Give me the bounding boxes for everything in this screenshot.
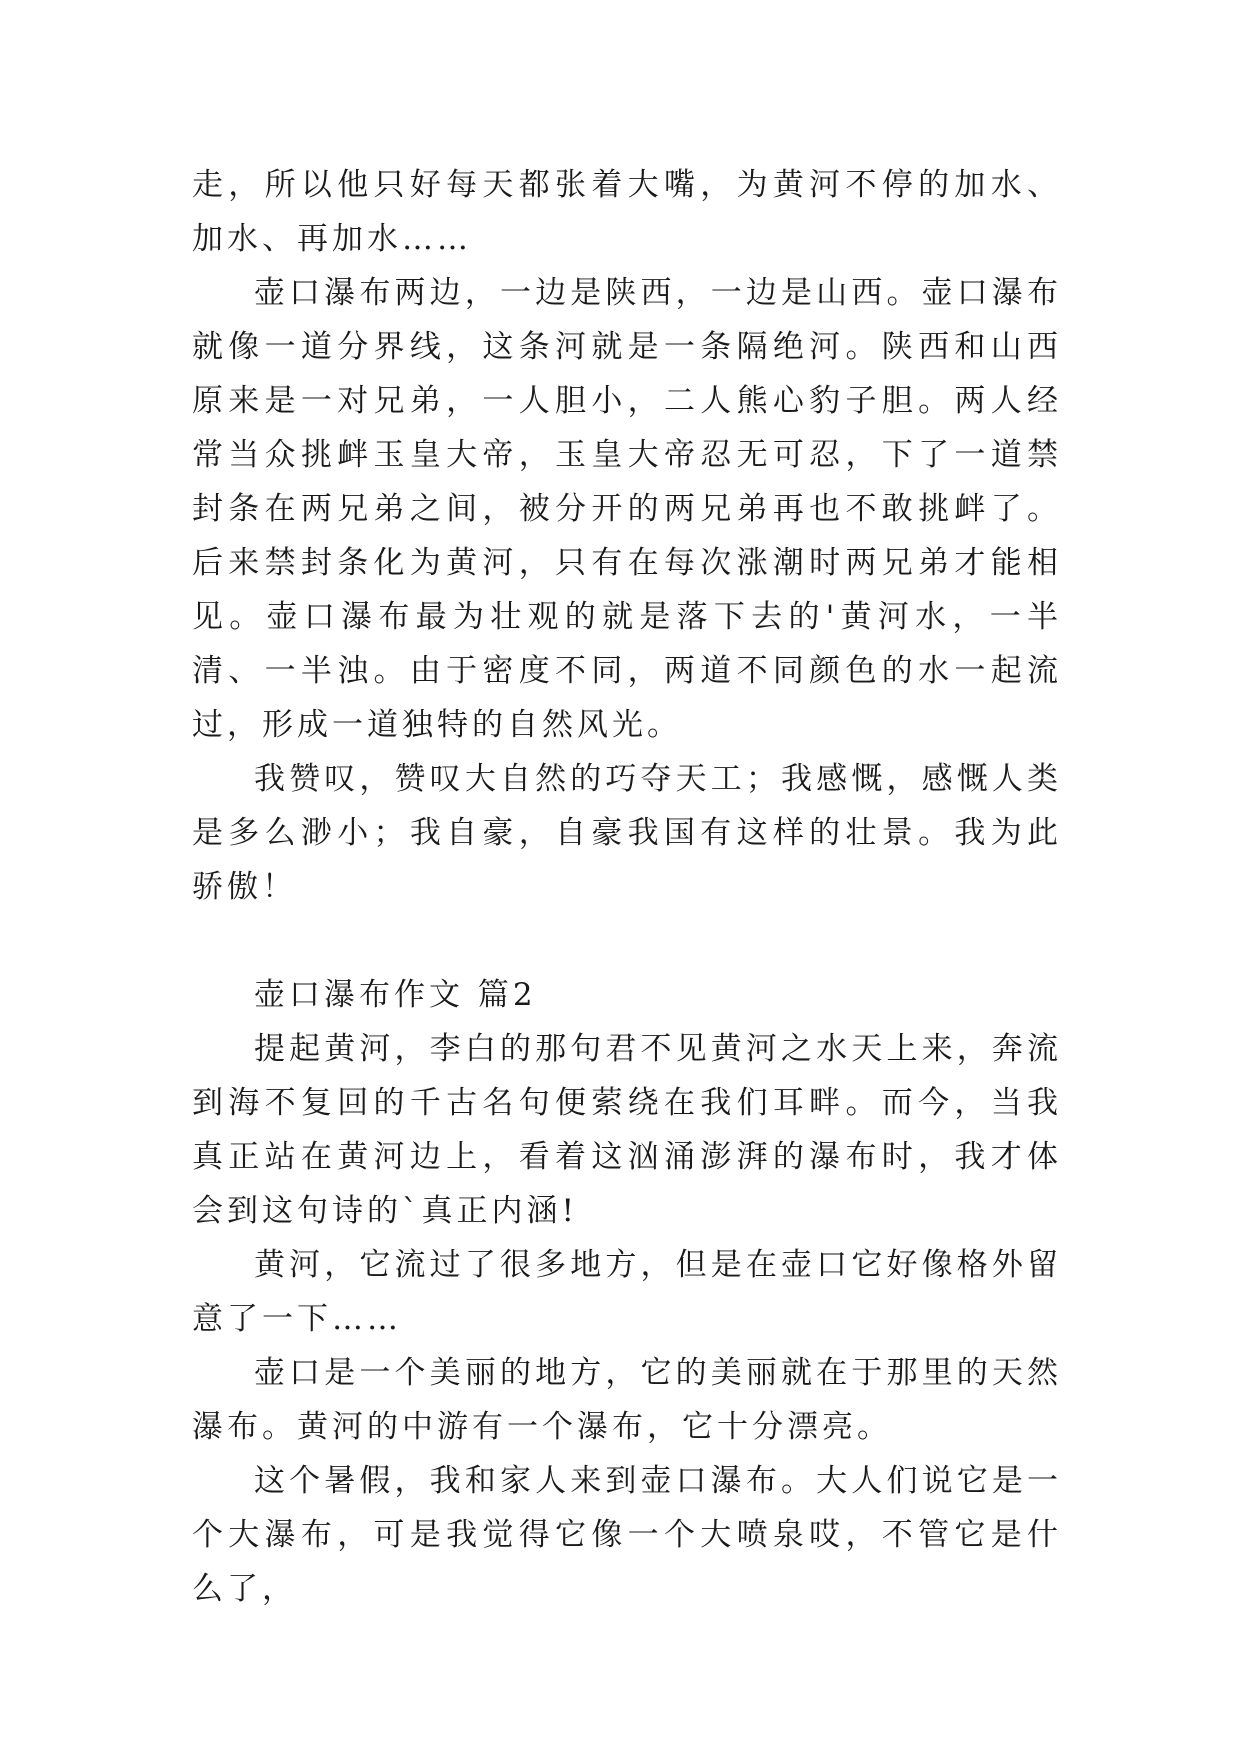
paragraph-continuation: 走，所以他只好每天都张着大嘴，为黄河不停的加水、加水、再加水……: [192, 167, 1062, 257]
paragraph-libai-poem: 提起黄河，李白的那句君不见黄河之水天上来，奔流到海不复回的千古名句便萦绕在我们耳畔。而今，当我真正站在黄河边上，看着这汹涌澎湃的瀑布时，我才体会到这句诗的`真正内涵!: [192, 1031, 1062, 1229]
paragraph-shaanxi-shanxi: 壶口瀑布两边，一边是陕西，一边是山西。壶口瀑布就像一道分界线，这条河就是一条隔绝河。陕西和山西原来是一对兄弟，一人胆小，二人熊心豹子胆。两人经常当众挑衅玉皇大帝，玉皇大帝忍无可忍，下了一道禁封条在两兄弟之间，被分开的两兄弟再也不敢挑衅了。后来禁封条化为黄河，只有在每次涨潮时两兄弟才能相见。壶口瀑布最为壮观的就是落下去的'黄河水，一半清、一半浊。由于密度不同，两道不同颜色的水一起流过，形成一道独特的自然风光。: [192, 275, 1062, 743]
section-spacer: [192, 914, 1062, 968]
paragraph-summer-trip: 这个暑假，我和家人来到壶口瀑布。大人们说它是一个大瀑布，可是我觉得它像一个大喷泉哎，不管它是什么了，: [192, 1463, 1062, 1607]
paragraph-hukou-beauty: 壶口是一个美丽的地方，它的美丽就在于那里的天然瀑布。黄河的中游有一个瀑布，它十分漂亮。: [192, 1355, 1062, 1445]
paragraph-yellow-river: 黄河，它流过了很多地方，但是在壶口它好像格外留意了一下……: [192, 1247, 1062, 1337]
section-title: 壶口瀑布作文 篇2: [254, 977, 537, 1013]
paragraph-admiration: 我赞叹，赞叹大自然的巧夺天工；我感慨，感慨人类是多么渺小；我自豪，自豪我国有这样的壮景。我为此骄傲！: [192, 761, 1062, 905]
document-body: [192, 158, 1062, 1616]
